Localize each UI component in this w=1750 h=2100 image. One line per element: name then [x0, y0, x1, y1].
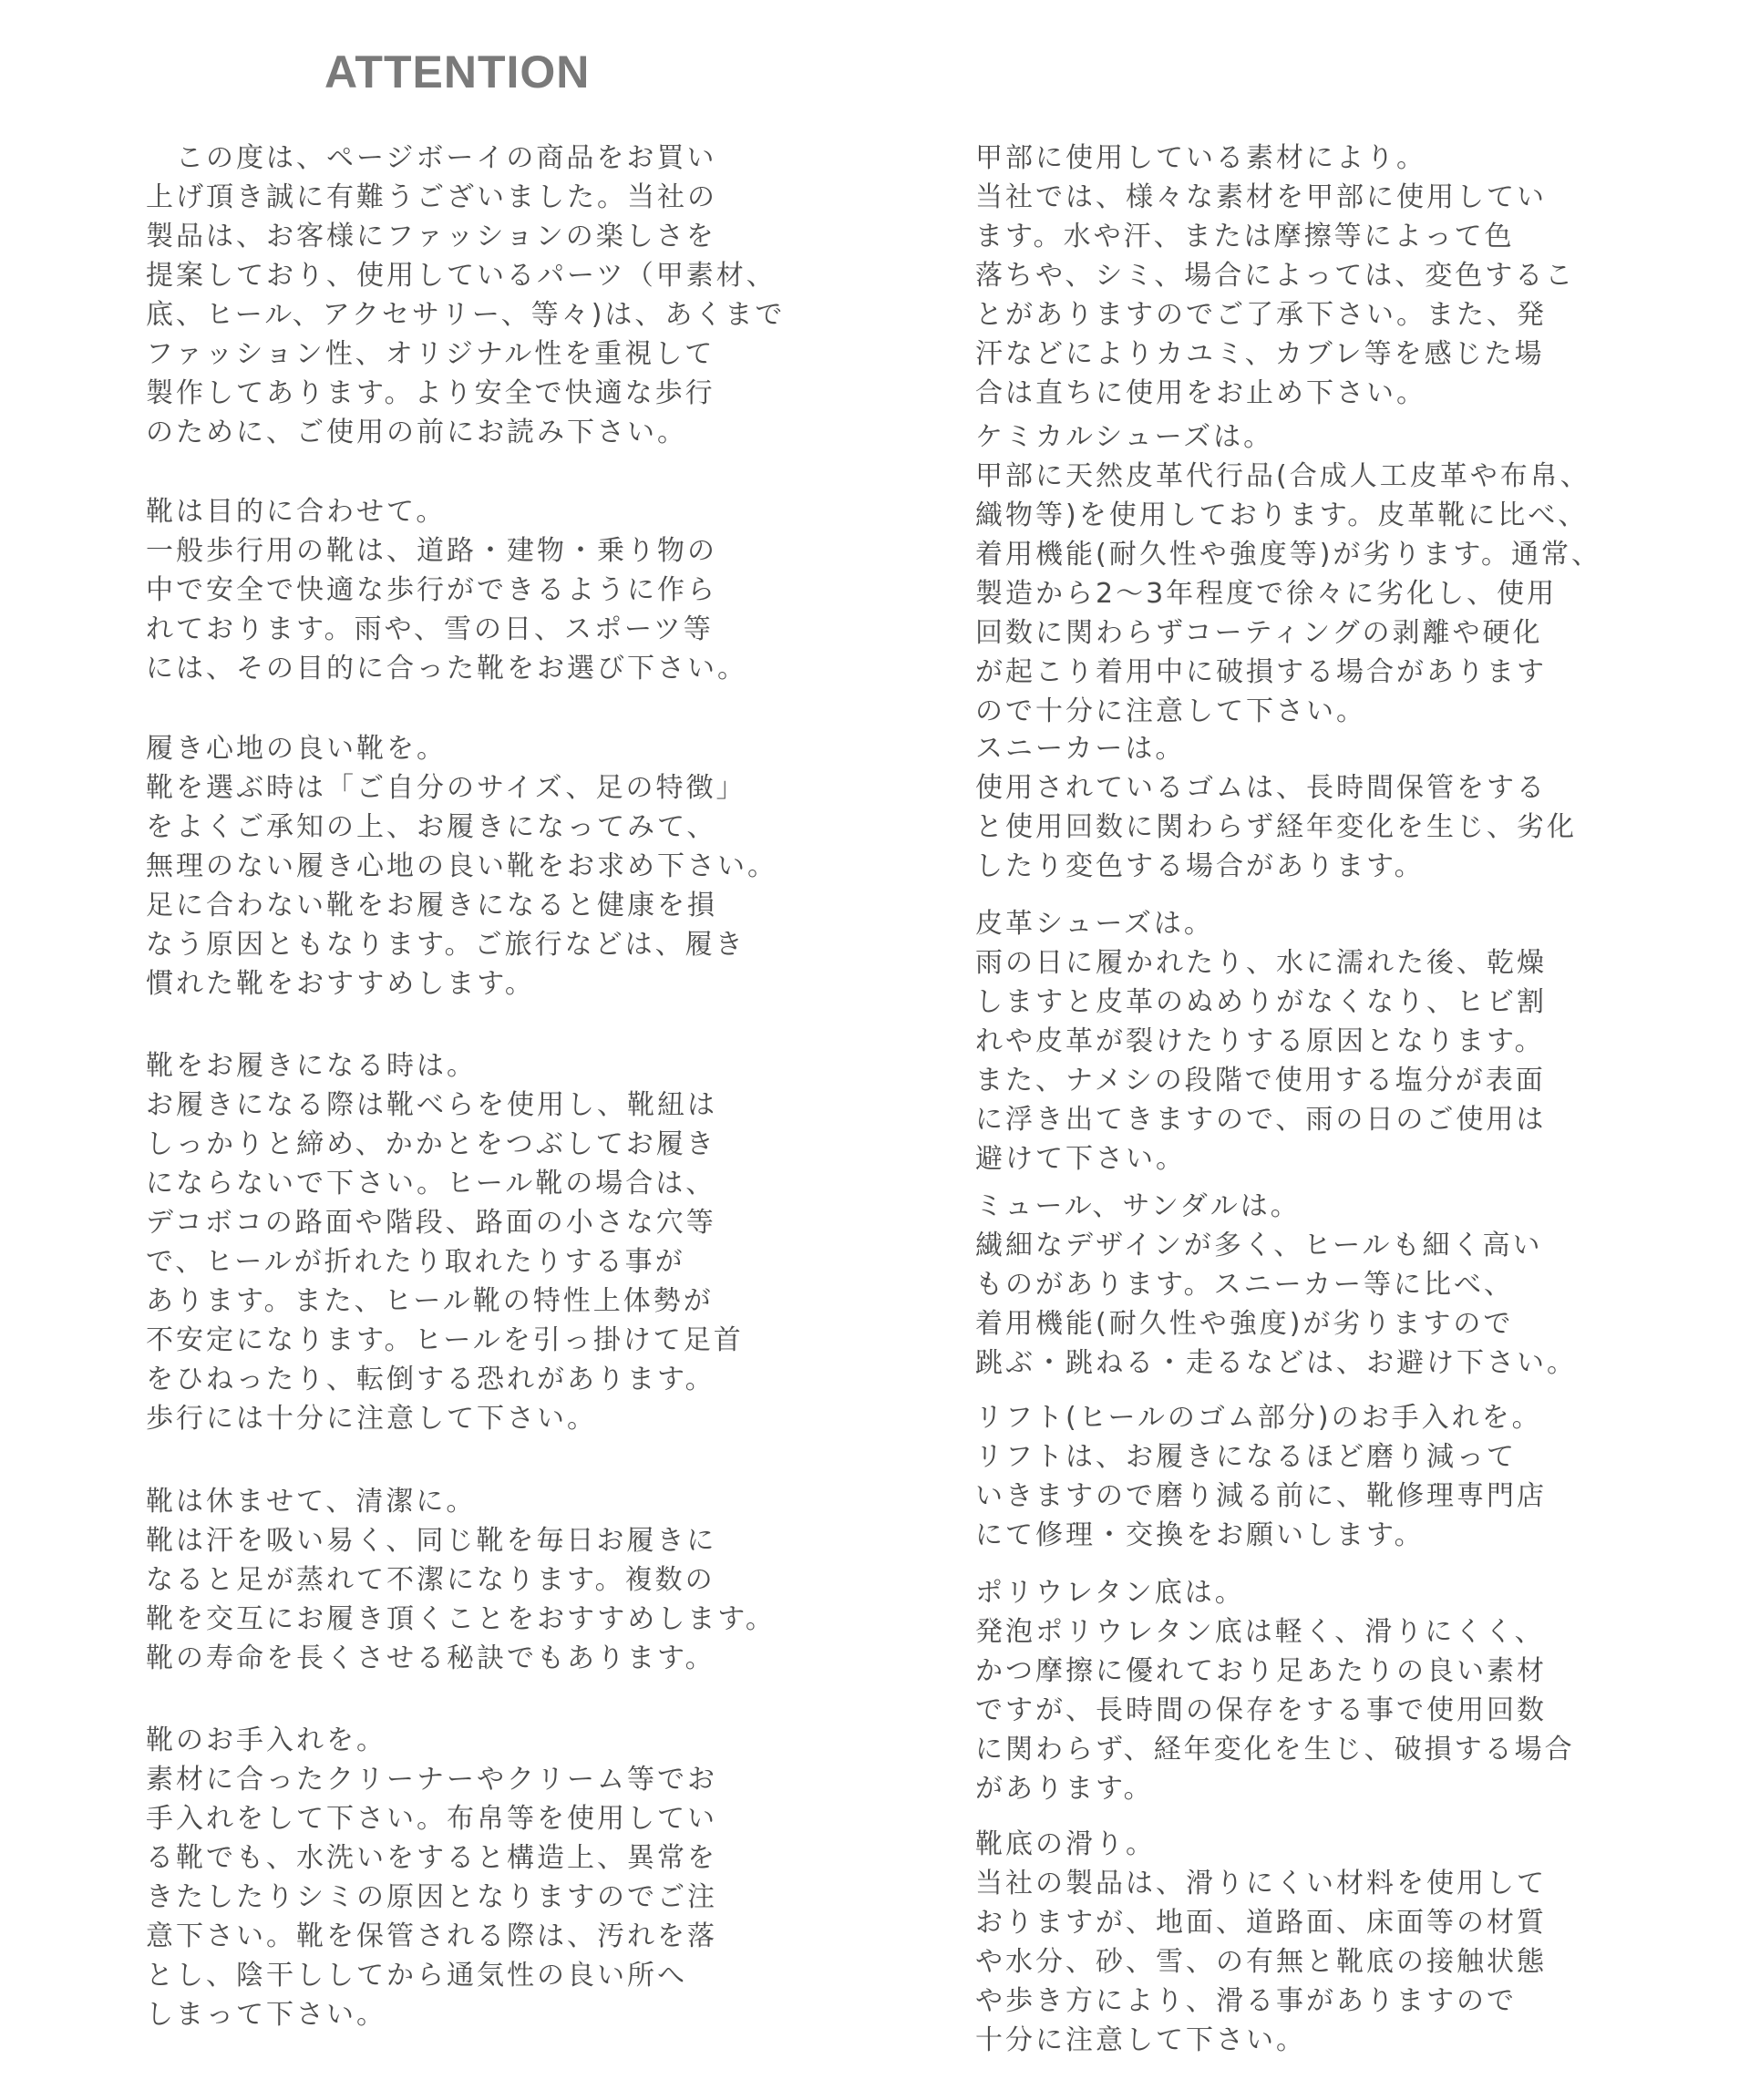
- section-upper-material: [975, 139, 1632, 413]
- intro-line: 底、ヒール、アクセサリー、等々)は、あくまで: [146, 299, 786, 331]
- section-line: ですが、長時間の保存をする事で使用回数: [975, 1694, 1547, 1726]
- section-line: 甲部に天然皮革代行品(合成人工皮革や布帛、: [975, 460, 1590, 492]
- section-line: 手入れをして下さい。布帛等を使用してい: [146, 1803, 717, 1835]
- section-line: 靴は汗を吸い易く、同じ靴を毎日お履きに: [146, 1525, 717, 1557]
- section-heading: ケミカルシューズは。: [975, 421, 1274, 453]
- section-heading: 履き心地の良い靴を。: [146, 733, 447, 765]
- section-line: 跳ぶ・跳ねる・走るなどは、お避け下さい。: [975, 1347, 1577, 1379]
- section-line: や歩き方により、滑る事がありますので: [975, 1985, 1517, 2017]
- section-line: る靴でも、水洗いをすると構造上、異常を: [146, 1842, 717, 1874]
- section-line: れや皮革が裂けたりする原因となります。: [975, 1025, 1545, 1057]
- section-heading: ミュール、サンダルは。: [975, 1190, 1301, 1222]
- section-line: 中で安全で快適な歩行ができるように作ら: [146, 574, 717, 606]
- section-line: 繊細なデザインが多く、ヒールも細く高い: [975, 1230, 1543, 1261]
- section-line: しまって下さい。: [146, 1999, 386, 2031]
- section-line: 織物等)を使用しております。皮革靴に比べ、: [975, 499, 1589, 531]
- section-line: 製造から2〜3年程度で徐々に劣化し、使用: [975, 578, 1558, 610]
- section-line: 意下さい。靴を保管される際は、汚れを落: [146, 1920, 717, 1952]
- section-line: 使用されているゴムは、長時間保管をする: [975, 772, 1547, 804]
- section-line: デコボコの路面や階段、路面の小さな穴等: [146, 1207, 716, 1239]
- section-line: おりますが、地面、道路面、床面等の材質: [975, 1907, 1547, 1939]
- section-heading: 靴は休ませて、清潔に。: [146, 1486, 477, 1518]
- section-line: 避けて下さい。: [975, 1143, 1186, 1175]
- section-line: ので十分に注意して下さい。: [975, 695, 1366, 727]
- section-line: しますと皮革のぬめりがなくなり、ヒビ割: [975, 986, 1547, 1018]
- section-line: 靴を選ぶ時は「ご自分のサイズ、足の特徴」: [146, 772, 746, 804]
- section-line: に関わらず、経年変化を生じ、破損する場合: [975, 1734, 1575, 1765]
- section-heading: スニーカーは。: [975, 733, 1186, 765]
- section-line: あります。また、ヒール靴の特性上体勢が: [146, 1285, 714, 1317]
- section-line: 着用機能(耐久性や強度)が劣りますので: [975, 1308, 1514, 1340]
- section-line: 靴を交互にお履き頂くことをおすすめします。: [146, 1603, 776, 1635]
- section-heading: 靴をお履きになる時は。: [146, 1050, 477, 1082]
- section-line: 着用機能(耐久性や強度等)が劣ります。通常、: [975, 539, 1602, 571]
- section-line: をひねったり、転倒する恐れがあります。: [146, 1364, 715, 1395]
- section-heading: リフト(ヒールのゴム部分)のお手入れを。: [975, 1402, 1542, 1434]
- section-line: 歩行には十分に注意して下さい。: [146, 1403, 597, 1435]
- section-line: 足に合わない靴をお履きになると健康を損: [146, 890, 717, 921]
- section-line: お履きになる際は靴べらを使用し、靴紐は: [146, 1089, 717, 1121]
- section-line: で、ヒールが折れたり取れたりする事が: [146, 1246, 685, 1278]
- section-polyurethane-sole: [975, 1573, 1632, 1808]
- section-sole-slip: [975, 1825, 1632, 2060]
- intro-line: ファッション性、オリジナル性を重視して: [146, 338, 715, 370]
- section-line: 素材に合ったクリーナーやクリーム等でお: [146, 1764, 717, 1796]
- section-line: 雨の日に履かれたり、水に濡れた後、乾燥: [975, 947, 1547, 979]
- intro-line: この度は、ページボーイの商品をお買い: [146, 142, 717, 174]
- section-line: 合は直ちに使用をお止め下さい。: [975, 377, 1426, 409]
- intro-section: [146, 139, 802, 452]
- section-wearing: [146, 1046, 802, 1438]
- section-line: 一般歩行用の靴は、道路・建物・乗り物の: [146, 535, 717, 567]
- section-line: したり変色する場合があります。: [975, 850, 1425, 882]
- section-line: また、ナメシの段階で使用する塩分が表面: [975, 1065, 1546, 1096]
- intro-line: のために、ご使用の前にお読み下さい。: [146, 417, 687, 448]
- section-lift-care: [975, 1398, 1632, 1555]
- section-line: が起こり着用中に破損する場合があります: [975, 656, 1547, 688]
- section-line: きたしたりシミの原因となりますのでご注: [146, 1881, 717, 1913]
- intro-line: 上げ頂き誠に有難うございました。当社の: [146, 181, 717, 213]
- page-title: ATTENTION: [324, 46, 591, 98]
- section-line: 当社の製品は、滑りにくい材料を使用して: [975, 1868, 1547, 1899]
- section-line: があります。: [975, 1773, 1154, 1805]
- section-line: 落ちや、シミ、場合によっては、変色するこ: [975, 260, 1576, 292]
- intro-line: 製作してあります。より安全で快適な歩行: [146, 377, 715, 409]
- section-line: と使用回数に関わらず経年変化を生じ、劣化: [975, 811, 1577, 843]
- section-rest-clean: [146, 1482, 802, 1678]
- section-line: ものがあります。スニーカー等に比べ、: [975, 1269, 1514, 1301]
- section-chemical-shoes: [975, 417, 1632, 731]
- section-line: にならないで下さい。ヒール靴の場合は、: [146, 1168, 716, 1199]
- section-line: なると足が蒸れて不潔になります。複数の: [146, 1564, 715, 1596]
- section-line: や水分、砂、雪、の有無と靴底の接触状態: [975, 1946, 1547, 1978]
- intro-line: 提案しており、使用しているパーツ（甲素材、: [146, 260, 777, 292]
- section-line: に浮き出てきますので、雨の日のご使用は: [975, 1104, 1547, 1136]
- section-line: 汗などによりカユミ、カブレ等を感じた場: [975, 338, 1545, 370]
- section-line: とし、陰干ししてから通気性の良い所へ: [146, 1960, 687, 1992]
- section-care: [146, 1721, 802, 2034]
- section-line: 回数に関わらずコーティングの剥離や硬化: [975, 617, 1543, 649]
- section-line: にて修理・交換をお願いします。: [975, 1519, 1425, 1551]
- section-line: なう原因ともなります。ご旅行などは、履き: [146, 929, 746, 961]
- section-comfort: [146, 729, 802, 1004]
- section-line: ます。水や汗、または摩擦等によって色: [975, 221, 1515, 252]
- section-leather-shoes: [975, 904, 1632, 1179]
- section-line: 発泡ポリウレタン底は軽く、滑りにくく、: [975, 1616, 1545, 1648]
- section-heading: ポリウレタン底は。: [975, 1577, 1245, 1609]
- section-line: 無理のない履き心地の良い靴をお求め下さい。: [146, 850, 777, 882]
- section-mules-sandals: [975, 1187, 1632, 1383]
- intro-line: 製品は、お客様にファッションの楽しさを: [146, 221, 716, 252]
- section-line: をよくご承知の上、お履きになってみて、: [146, 811, 717, 843]
- section-line: 不安定になります。ヒールを引っ掛けて足首: [146, 1324, 744, 1356]
- section-line: かつ摩擦に優れており足あたりの良い素材: [975, 1655, 1547, 1687]
- section-line: 十分に注意して下さい。: [975, 2024, 1306, 2056]
- section-purpose: [146, 492, 802, 688]
- section-line: とがありますのでご了承下さい。また、発: [975, 299, 1547, 331]
- section-sneakers: [975, 729, 1632, 886]
- section-heading: 靴は目的に合わせて。: [146, 496, 447, 528]
- section-line: 当社では、様々な素材を甲部に使用してい: [975, 181, 1547, 213]
- section-line: いきますので磨り減る前に、靴修理専門店: [975, 1480, 1547, 1512]
- section-line: れております。雨や、雪の日、スポーツ等: [146, 613, 714, 645]
- section-line: 靴の寿命を長くさせる秘訣でもあります。: [146, 1642, 715, 1674]
- section-line: には、その目的に合った靴をお選び下さい。: [146, 653, 747, 685]
- section-line: しっかりと締め、かかとをつぶしてお履き: [146, 1128, 716, 1160]
- section-heading: 皮革シューズは。: [975, 908, 1214, 940]
- section-heading: 靴底の滑り。: [975, 1828, 1156, 1860]
- section-line: リフトは、お履きになるほど磨り減って: [975, 1441, 1517, 1473]
- section-line: 慣れた靴をおすすめします。: [146, 968, 535, 1000]
- section-heading: 靴のお手入れを。: [146, 1724, 386, 1756]
- section-heading: 甲部に使用している素材により。: [975, 142, 1426, 174]
